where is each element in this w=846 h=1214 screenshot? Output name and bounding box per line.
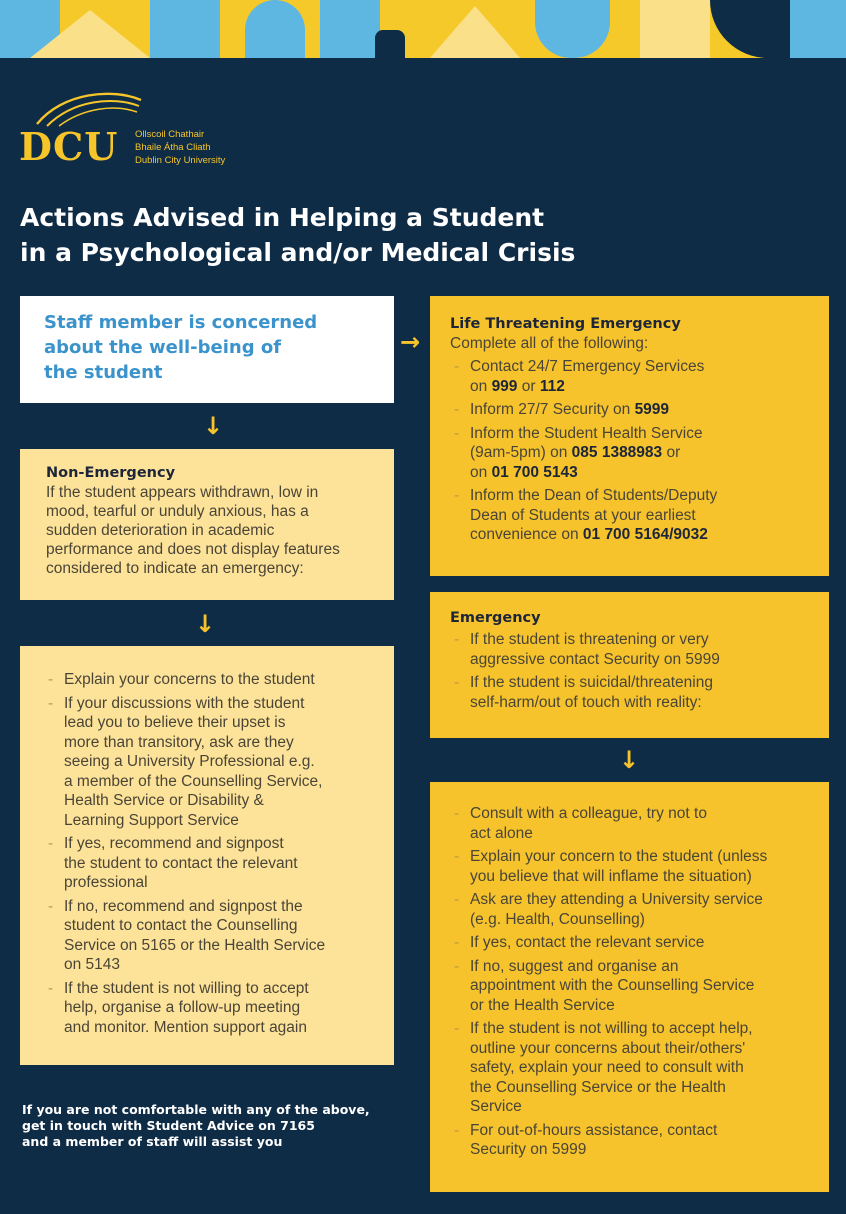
text-line: performance and does not display features [46,541,340,558]
title-line: in a Psychological and/or Medical Crisis [20,238,576,267]
emergency-actions-box [430,782,829,1192]
arrow-down-icon: ↓ [619,746,640,774]
text-line: the student to contact the relevant [64,854,298,872]
phone-number: 5999 [634,401,670,418]
text-line: - If yes, recommend and signpost [64,835,284,852]
text-line: considered to indicate an emergency: [46,560,304,577]
list-item [44,979,384,1038]
student-advice-contact: Student Advice on 7165 [146,1118,315,1133]
list-item [450,933,821,953]
text-line [470,443,819,463]
arrow-down-icon: ↓ [195,610,216,638]
text-line: - If yes, contact the relevant service [470,934,705,951]
text-line: seeing a University Professional e.g. [64,753,315,770]
phone-number: 01 700 5143 [491,463,578,481]
list-item [450,890,821,929]
text-line: Dean of Students at your earliest [470,506,696,524]
text-line: professional [64,874,148,891]
text-line: - Inform the Student Health Service [470,424,703,442]
arrow-down-icon: ↓ [203,412,224,440]
text-line: - Contact 24/7 Emergency Services [470,358,705,375]
banner-tower-shape [245,0,305,58]
list-item [450,1019,821,1117]
text-line: - Explain your concerns to the student [64,671,315,688]
life-threatening-box [430,296,829,576]
text-line: If the student appears withdrawn, low in [46,484,319,501]
banner-castle-shape [320,0,380,58]
banner-blue-shape [790,0,846,58]
decorative-banner [0,0,846,58]
footer-line: If you are not comfortable with any of the above, [22,1102,370,1117]
footer-note [22,1102,402,1150]
text-part: or [662,444,681,461]
start-box [20,296,394,403]
list-item [450,357,819,396]
text-line: on 5143 [64,956,121,973]
text-line: more than transitory, ask are they [64,733,294,751]
logo-subtitle-line: Ollscoil Chathair [135,129,205,140]
text-line: - Explain your concern to the student (unless [470,848,768,865]
life-threatening-heading: Life Threatening Emergency [450,316,681,332]
banner-blue-shape [535,0,610,58]
text-part: get in touch with [22,1118,147,1133]
emergency-list [450,630,819,712]
list-item [450,1121,821,1160]
text-line: Health Service or Disability & [64,792,264,809]
list-item [450,804,821,843]
concern-heading [44,310,317,385]
non-emergency-description [46,483,384,578]
dcu-logo [17,88,257,173]
text-line: - If no, recommend and signpost the [64,897,303,915]
list-item [450,400,819,420]
title-line: Actions Advised in Helping a Student [20,203,545,232]
footer-line [22,1118,402,1134]
list-item [450,486,819,545]
text-line: - If your discussions with the student [64,694,305,712]
text-line: mood, tearful or unduly anxious, has a [46,503,309,520]
list-item [44,694,384,831]
text-line: - Ask are they attending a University service [470,891,763,908]
banner-navy-shape [710,0,790,58]
non-emergency-heading: Non-Emergency [46,465,176,481]
text-line: - If the student is not willing to accept [64,979,309,997]
text-line: - If the student is not willing to accept help, [470,1020,753,1037]
text-line: Service on 5165 or the Health Service [64,936,326,954]
text-part: or [517,377,540,395]
phone-number: 112 [539,377,565,395]
logo-wordmark: DCU [19,124,119,169]
list-item [450,424,819,483]
text-line: act alone [470,824,533,842]
list-item [450,673,819,712]
text-line: - If no, suggest and organise an [470,957,679,975]
text-line: - If the student is suicidal/threatening [470,674,713,691]
text-line: Security on 5999 [470,1141,587,1158]
text-line: - Inform the Dean of Students/Deputy [470,487,718,504]
text-line: (e.g. Health, Counselling) [470,910,645,928]
concern-line: about the well-being of [44,337,282,358]
logo-subtitle-line: Bhaile Átha Cliath [135,142,211,153]
text-line: appointment with the Counselling Service [470,977,755,994]
text-line: sudden deterioration in academic [46,522,275,539]
phone-number: 999 [491,377,518,395]
list-item [44,834,384,893]
text-line: safety, explain your need to consult with [470,1059,744,1076]
banner-pale-shape [640,0,710,58]
list-item [450,847,821,886]
phone-number: 01 700 5164/9032 [582,526,708,543]
text-line: student to contact the Counselling [64,917,298,934]
text-line: - If the student is threatening or very [470,631,709,648]
text-line: or the Health Service [470,996,615,1014]
text-line [470,400,819,420]
text-line: you believe that will inflame the situation) [470,867,752,885]
footer-line: and a member of staff will assist you [22,1134,283,1149]
text-part: Inform 27/7 Security on [470,401,635,418]
banner-triangle-shape [30,10,150,58]
arrow-right-icon: → [400,328,421,356]
logo-arc-icon [33,88,143,128]
page-title [20,200,640,270]
list-item [44,897,384,975]
emergency-actions-list [450,804,821,1160]
non-emergency-box [20,449,394,600]
text-line: outline your concerns about their/others' [470,1039,746,1057]
emergency-box [430,592,829,738]
list-item [450,630,819,669]
text-part: on [470,463,492,481]
life-threatening-list [450,357,819,545]
life-threatening-intro: Complete all of the following: [450,335,649,352]
text-line: - For out-of-hours assistance, contact [470,1121,718,1139]
list-item [44,670,384,690]
text-line: Service [470,1098,522,1115]
non-emergency-actions-list [44,670,384,1037]
banner-triangle-shape [430,6,520,58]
emergency-heading: Emergency [450,610,541,626]
text-line: - Consult with a colleague, try not to [470,805,707,822]
text-line: self-harm/out of touch with reality: [470,693,702,711]
text-line: the Counselling Service or the Health [470,1078,726,1096]
text-part: (9am-5pm) on [470,444,572,461]
banner-blue-shape [150,0,220,58]
non-emergency-actions-box [20,646,394,1065]
text-line: help, organise a follow-up meeting [64,999,301,1016]
list-item [450,957,821,1016]
phone-number: 085 1388983 [571,444,663,461]
text-line: lead you to believe their upset is [64,714,286,731]
text-line [470,525,819,545]
text-line: Learning Support Service [64,811,239,829]
text-part: on [470,377,492,395]
text-line [470,463,819,483]
text-line: and monitor. Mention support again [64,1018,307,1036]
text-line: aggressive contact Security on 5999 [470,650,720,668]
text-line [470,377,819,397]
text-part: convenience on [470,526,583,543]
logo-subtitle-line: Dublin City University [135,155,226,166]
banner-navy-shape [375,30,405,58]
text-line: a member of the Counselling Service, [64,772,323,790]
logo-subtitle [135,128,225,167]
concern-line: the student [44,362,163,383]
concern-line: Staff member is concerned [44,312,318,333]
